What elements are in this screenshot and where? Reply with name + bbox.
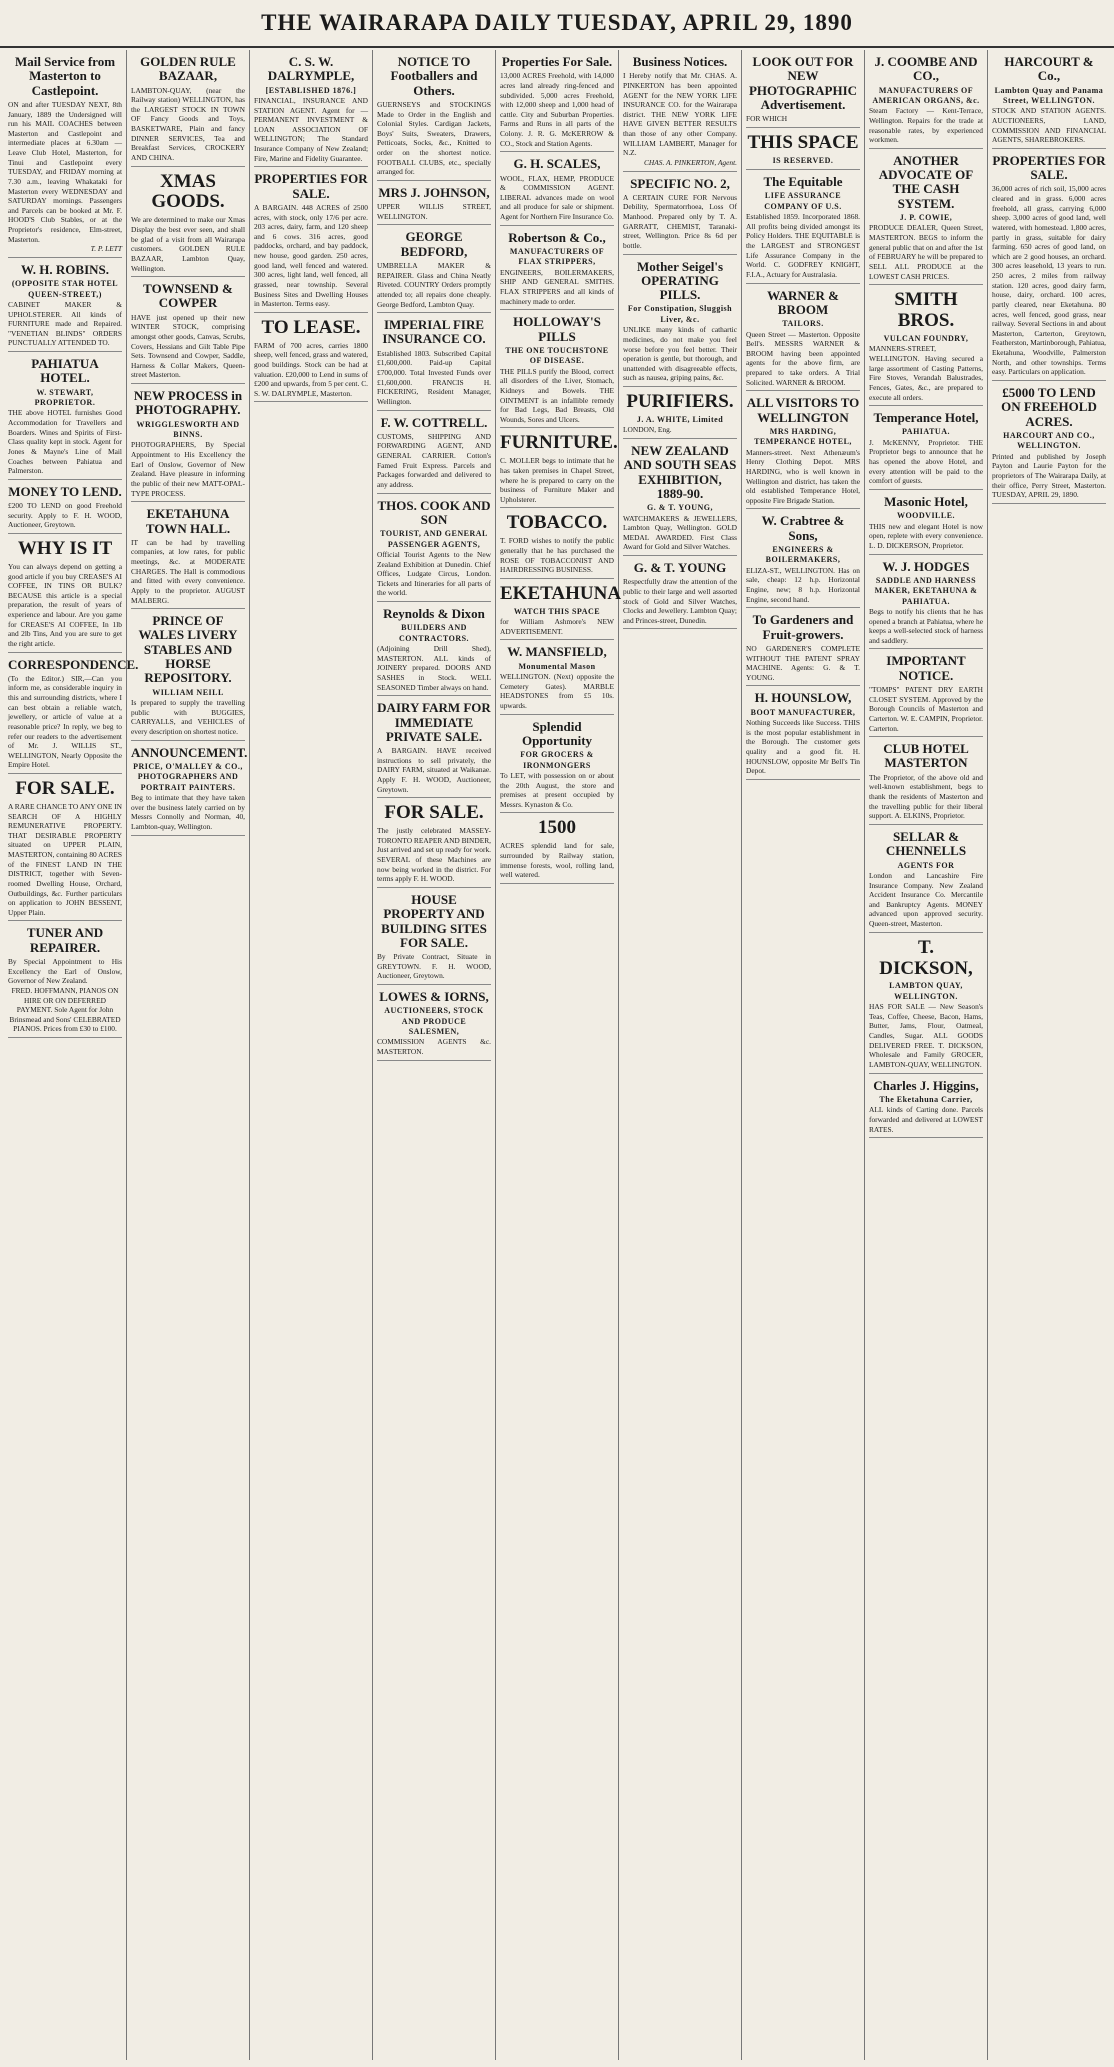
ad-heading: Temperance Hotel, — [873, 410, 979, 426]
ad-heading: Mother Seigel's OPERATING PILLS. — [636, 258, 724, 303]
ad-body-text: FOR WHICH — [746, 114, 788, 124]
ad-subheading: J. P. COWIE, — [899, 213, 953, 223]
ad-subheading: WATCH THIS SPACE — [513, 606, 601, 616]
masthead — [0, 6, 1114, 48]
ad-heading: PAHIATUA HOTEL. — [31, 356, 99, 386]
advertisement — [131, 167, 245, 278]
advertisement — [377, 50, 491, 181]
advertisement — [500, 813, 614, 883]
ad-heading: Robertson & Co., — [508, 229, 606, 245]
ad-subheading: TAILORS. — [782, 319, 824, 329]
ad-body-text: GUERNSEYS and STOCKINGS Made to Order in the English and Colonial Styles. Cardigan Jackets, Boys' Suits, Sweaters, Drawers, Petticoats, Socks, &c., Knitted to order on the shortest notice. FOOTBALL CLUBS, etc., specially arranged for. — [377, 99, 491, 177]
ad-subheading: MANUFACTURERS OF FLAX STRIPPERS, — [509, 247, 605, 267]
ad-subheading: For Constipation, Sluggish Liver, &c. — [627, 304, 733, 324]
advertisement — [623, 50, 737, 172]
ad-body-text: THE above HOTEL furnishes Good Accommodation for Travellers and Boarders. Wines and Spirits of First-Class quality kept in stock. Agent for Jones & Mayne's Line of Mail Coaches between Pahiatua and Palmerston. — [8, 408, 122, 476]
ad-body-text: IT can be had by travelling companies, at low rates, for public meetings, &c. at MODERATE CHARGES. The Hall is commodious and fitted with every convenience. Apply to the proprietor. AUGUST MALBERG. — [131, 537, 245, 605]
ad-heading: FOR SALE. — [384, 802, 484, 824]
ad-subheading: WOODVILLE. — [896, 511, 956, 521]
column-2 — [127, 50, 250, 2060]
ad-body-text: The justly celebrated MASSEY-TORONTO REAPER AND BINDER, Just arrived and set up ready for work. SEVERAL of these Machines are now being worked in the district. For terms apply F. H. WOOD. — [377, 826, 491, 884]
ad-subheading: BUILDERS AND CONTRACTORS. — [398, 623, 470, 643]
advertisement — [992, 149, 1106, 381]
advertisement — [377, 225, 491, 313]
ad-heading: HARCOURT & Co., — [1004, 54, 1094, 84]
advertisement — [377, 602, 491, 696]
ad-heading: C. S. W. DALRYMPLE, — [267, 54, 355, 84]
column-9 — [988, 50, 1110, 2060]
ad-subheading: LIFE ASSURANCE COMPANY OF U.S. — [764, 191, 842, 211]
advertisement — [500, 226, 614, 311]
ad-body-text: COMMISSION AGENTS &c. MASTERTON. — [377, 1037, 491, 1057]
advertisement — [500, 428, 618, 508]
ad-body-text: CABINET MAKER & UPHOLSTERER. All kinds of FURNITURE made and Repaired. "VENETIAN BLINDS" ORDERS PUNCTUALLY ATTENDED TO. — [8, 299, 122, 348]
ad-heading: W. MANSFIELD, — [507, 644, 607, 660]
ad-heading: WHY IS IT — [17, 538, 113, 560]
ad-subheading: PRICE, O'MALLEY & CO., PHOTOGRAPHERS AND PORTRAIT PAINTERS. — [133, 761, 243, 792]
ad-body-text: Is prepared to supply the travelling public with BUGGIES, CARRYALLS, and VEHICLES of every description on shortest notice. — [131, 698, 245, 736]
ad-heading: DAIRY FARM FOR IMMEDIATE PRIVATE SALE. — [377, 700, 491, 744]
ad-body-text: Printed and published by Joseph Payton and Laurie Payton for the proprietors of The Wairarapa Daily, at their office, Perry Street, Masterton. TUESDAY, APRIL 29, 1890. — [992, 451, 1106, 500]
ad-heading: TUNER AND REPAIRER. — [26, 925, 104, 955]
advertisement — [8, 50, 122, 258]
ad-heading: TOWNSEND & COWPER — [143, 281, 233, 311]
ad-subheading: LAMBTON QUAY, WELLINGTON. — [889, 981, 963, 1001]
advertisement — [992, 50, 1106, 149]
advertisement — [377, 313, 491, 410]
ad-body-text: C. MOLLER begs to intimate that he has taken premises in Chapel Street, where he is prepared to carry on the business of Furniture Maker and Upholsterer. — [500, 456, 614, 504]
advertisement — [869, 149, 983, 285]
ad-body-text: LONDON, Eng. — [623, 425, 672, 435]
ad-body-text: STOCK AND STATION AGENTS. AUCTIONEERS, LAND, COMMISSION AND FINANCIAL AGENTS, SHAREBROKERS. — [992, 106, 1106, 145]
ad-heading: F. W. COTTRELL. — [380, 414, 488, 430]
ad-body-text: We are determined to make our Xmas Display the best ever seen, and shall be glad of a visit from all Wairarapa customers. GOLDEN RULE BAZAAR, Lambton Quay, Wellington. — [131, 215, 245, 273]
column-5 — [496, 50, 622, 2060]
advertisement — [869, 406, 983, 490]
ad-subheading: AGENTS FOR — [897, 860, 955, 870]
ad-body-text: UPPER WILLIS STREET, WELLINGTON. — [377, 202, 491, 221]
ad-subheading: W. STEWART, PROPRIETOR. — [34, 387, 96, 408]
advertisement — [992, 381, 1106, 504]
advertisement — [869, 285, 983, 406]
ad-body-text: By Special Appointment to His Excellency the Earl of Onslow, Governor of New Zealand. — [8, 957, 122, 986]
ad-body-text: To LET, with possession on or about the 20th August, the store and premises at present occupied by Messrs. Kynaston & Co. — [500, 770, 614, 809]
ad-body-text: London and Lancashire Fire Insurance Company. New Zealand Accident Insurance Co. Mercantile and Bankruptcy Agents. MONEY advanced upon approved security. Queen-street, Masterton. — [869, 870, 983, 929]
ad-body-text: Manners-street. Next Athenæum's Henry Clothing Depot. MRS HARDING, who is well known in Wellington and district, has taken the old established Temperance Hotel, opposite Fire Brigade Station. — [746, 447, 860, 505]
advertisement — [869, 649, 983, 737]
ad-heading: MRS J. JOHNSON, — [378, 184, 490, 200]
ad-subheading: Monumental Mason — [518, 661, 596, 671]
ad-heading: THOS. COOK AND SON — [377, 497, 491, 527]
ad-heading: Charles J. Higgins, — [873, 1077, 979, 1093]
advertisement — [377, 411, 491, 494]
ad-body-text: WOOL, FLAX, HEMP, PRODUCE & COMMISSION AGENT. LIBERAL advances made on wool and all produce for sale or shipment. Agent for Northern Fire Insurance Co. — [500, 173, 614, 222]
ad-body-text: (To the Editor.) SIR,—Can you inform me, as considerable inquiry in this and surrounding districts, where I can best obtain a reliable watch, jewellery, or article of value at a reasonable price? In reply, we beg to refer our readers to the advertisement of Mr. J. WILLIS ST., WELLINGTON, Nearly Opposite the Empire Hotel. — [8, 673, 122, 770]
advertisement — [500, 152, 614, 225]
advertisement — [869, 825, 983, 933]
ad-subheading: ENGINEERS & BOILERMAKERS, — [765, 545, 841, 565]
ad-body-text: Established 1859. Incorporated 1868. All profits being divided amongst its Policy Holders. THE EQUITABLE is the LARGEST and STRONGEST Life Assurance Company in the World. C. GODFREY KNIGHT, F.I.A., Actuary for Australasia. — [746, 212, 860, 279]
ad-body-text: J. McKENNY, Proprietor. THE Proprietor begs to announce that he has opened the above Hotel, and every attention will be paid to the comfort of guests. — [869, 437, 983, 486]
advertisement — [500, 579, 622, 641]
ad-body-text: PHOTOGRAPHERS, By Special Appointment to His Excellency the Earl of Onslow, Governor of New Zealand. Have pleasure in informing the public of their new MATT-OPAL-TYPE PROCESS. — [131, 440, 245, 498]
ad-body-text: £200 TO LEND on good Freehold security. Apply to F. H. WOOD, Auctioneer, Greytown. — [8, 501, 122, 530]
ad-body-text: ENGINEERS, BOILERMAKERS, SHIP AND GENERAL SMITHS. FLAX STRIPPERS and all kinds of machinery made to order. — [500, 267, 614, 306]
advertisement — [869, 50, 983, 149]
ad-heading: ANOTHER ADVOCATE OF THE CASH SYSTEM. — [878, 152, 974, 211]
ad-heading: CORRESPONDENCE. — [8, 656, 139, 672]
ad-heading: PURIFIERS. — [626, 391, 734, 413]
ad-heading: TOBACCO. — [506, 512, 608, 534]
ad-body-text: (Adjoining Drill Shed), MASTERTON. ALL kinds of JOINERY prepared. DOORS AND SASHES in Stock. WELL SEASONED Timber always on hand. — [377, 644, 491, 692]
advertisement — [254, 50, 368, 167]
ad-body-text: ELIZA-ST., WELLINGTON. Has on sale, cheap: 12 h.p. Horizontal Engine, new; 8 h.p. Horizontal Engine, second hand. — [746, 565, 860, 604]
ad-heading: IMPORTANT NOTICE. — [886, 653, 966, 683]
ad-body-text: A RARE CHANCE TO ANY ONE IN SEARCH OF A HIGHLY REMUNERATIVE PROPERTY. THAT DESIRABLE PROPERTY situated on UPPER PLAIN, MASTERTON, containing 80 ACRES of the FINEST LAND IN THE DISTRICT, together with Seven-roomed Dwelling House, Orchard, Outbuildings, &c. Further particulars on application to JOHN BESSENT, Upper Plain. — [8, 801, 123, 917]
advertisement — [746, 686, 860, 779]
ad-heading: NOTICE TO Footballers and Others. — [390, 54, 478, 98]
ad-heading: SELLAR & CHENNELLS — [885, 828, 967, 859]
ad-body-text: ACRES splendid land for sale, surrounded by Railway station, immense forests, wool, rolling land, well watered. — [500, 841, 614, 880]
advertisement — [131, 741, 248, 836]
ad-heading: SPECIFIC NO. 2, — [630, 175, 730, 191]
ad-signature: T. P. LETT — [90, 244, 122, 254]
column-6 — [619, 50, 742, 2060]
ad-heading: PRINCE OF WALES LIVERY STABLES AND HORSE REPOSITORY. — [138, 613, 238, 686]
ad-heading: Mail Service from Masterton to Castlepoint. — [14, 54, 116, 98]
ad-heading: FOR SALE. — [15, 778, 115, 800]
ad-subheading: J. A. WHITE, Limited — [636, 414, 724, 424]
advertisement — [377, 696, 491, 798]
advertisement — [869, 490, 983, 555]
ad-body-text: 13,000 ACRES Freehold, with 14,000 acres land already ring-fenced and subdivided. 5,000 acres Freehold, with 12,000 sheep and 1,000 head of cattle. City and Suburban Properties. Farms and Runs in all parts of the Colony. J. R. G. McKERROW & CO., Stock and Station Agents. — [500, 71, 614, 148]
ad-heading: ANNOUNCEMENT. — [131, 744, 248, 760]
ad-heading: THIS SPACE — [747, 131, 859, 153]
advertisement — [8, 534, 122, 653]
advertisement — [746, 170, 860, 283]
ad-heading: W. J. HODGES — [882, 558, 970, 574]
ad-body-text: Queen Street — Masterton. Opposite Bell's. MESSRS WARNER & BROOM having been appointed agents for the above firm, are prepared to take orders. A Trial Solicited. WARNER & BROOM. — [746, 329, 860, 387]
column-4 — [373, 50, 496, 2060]
ad-body-text: "TOMPS" PATENT DRY EARTH CLOSET SYSTEM. Approved by the Borough Councils of Masterton and Carterton. W. E. CAMPIN, Proprietor. Carterton. — [869, 685, 983, 733]
advertisement — [746, 608, 860, 686]
ad-heading: T. DICKSON, — [879, 936, 973, 979]
advertisement — [500, 715, 614, 814]
advertisement — [500, 640, 614, 714]
advertisement — [746, 50, 860, 128]
ad-body-text: You can always depend on getting a good article if you buy CREASE'S AI COFFEE, IN TINS OR BULK? BECAUSE this article is a special preparation, the result of years of experience and labour. Are you game for CREASE'S AI COFFEE, In 1lb and 2lb Tins, And you are sure to get the right article. — [8, 561, 122, 648]
advertisement — [623, 172, 737, 255]
ad-heading: W. Crabtree & Sons, — [761, 513, 845, 543]
ad-body-text: By Private Contract, Situate in GREYTOWN. F. H. WOOD, Auctioneer, Greytown. — [377, 952, 491, 981]
ad-subheading: G. & T. YOUNG, — [647, 503, 713, 513]
ad-heading: G. & T. YOUNG — [633, 560, 727, 575]
advertisement — [8, 653, 139, 775]
ad-heading: H. HOUNSLOW, — [754, 690, 852, 706]
ad-body-text: WATCHMAKERS & JEWELLERS, Lambton Quay, Wellington. GOLD MEDAL AWARDED. First Class Award for Gold and Silver Watches. — [623, 513, 737, 552]
ad-body-text: Beg to intimate that they have taken over the business lately carried on by Messrs Connolly and Norman, 40, Lambton-quay, Wellington. — [131, 793, 245, 831]
ad-signature: CHAS. A. PINKERTON, Agent. — [643, 157, 737, 167]
ad-heading: Reynolds & Dixon — [383, 606, 485, 622]
ad-subheading: [ESTABLISHED 1876.] — [265, 85, 357, 95]
advertisement — [377, 985, 491, 1061]
ad-subheading: WRIGGLESWORTH AND BINNS. — [136, 419, 240, 440]
advertisement — [377, 888, 491, 985]
column-8 — [865, 50, 988, 2060]
ad-subheading: Lambton Quay and Panama Street, WELLINGTON. — [994, 85, 1104, 105]
ad-heading: Masonic Hotel, — [884, 493, 968, 509]
advertisement — [500, 50, 614, 152]
ad-heading: MONEY TO LEND. — [8, 483, 122, 499]
advertisement — [869, 555, 983, 650]
ad-subheading: VULCAN FOUNDRY, — [883, 333, 969, 343]
ad-body-text: UNLIKE many kinds of cathartic medicines, do not make you feel worse before you feel better. Their operation is gentle, but thorough, and unattended with disagreeable effects, such as nausea, griping pains, &c. — [623, 325, 737, 383]
advertisement — [8, 480, 122, 534]
ad-heading: LOOK OUT FOR NEW PHOTOGRAPHIC Advertisement. — [748, 54, 858, 112]
ad-heading: TO LEASE. — [261, 316, 361, 338]
ad-body-text: PRODUCE DEALER, Queen Street, MASTERTON. BEGS to inform the general public that on and after the 1st of FEBRUARY he will be prepared to SELL ALL PRODUCE at the LOWEST CASH PRICES. — [869, 223, 983, 281]
advertisement — [131, 609, 245, 740]
advertisement — [623, 387, 737, 439]
advertisement — [623, 556, 737, 629]
ad-heading: NEW ZEALAND AND SOUTH SEAS EXHIBITION, 1889-90. — [623, 442, 737, 501]
advertisement — [131, 384, 245, 502]
advertisement — [869, 737, 983, 825]
ad-body-text: ON and after TUESDAY NEXT, 8th January, 1889 the Undersigned will run his MAIL COACHES between Masterton and Castlepoint and intermediate places at 6.30am — Leave Club Hotel, Masterton, for Tinui and Castlepoint every TUESDAY, and FRIDAY morning at 7.30 a.m., leaving Whakataki for Masterton every WEDNESDAY and SATURDAY mornings. Passengers and Parcels can be booked at Mr. F. HOOD'S Club Stables, or at the Proprietor's residence, Elm-street, Masterton. — [8, 99, 122, 244]
advertisement — [8, 774, 122, 921]
advertisement — [746, 509, 860, 608]
ad-subheading: PAHIATUA. — [902, 427, 950, 437]
ad-body-text: The Proprietor, of the above old and well-known establishment, begs to thank the residents of Masterton and the travelling public for their liberal support. A. ELKINS, Proprietor. — [869, 772, 983, 821]
columns-container — [4, 50, 1110, 2060]
ad-subheading: MANUFACTURERS OF AMERICAN ORGANS, &c. — [872, 85, 980, 105]
ad-heading: ALL VISITORS TO WELLINGTON — [746, 395, 860, 425]
ad-subheading: IS RESERVED. — [772, 155, 834, 165]
advertisement — [500, 310, 614, 428]
ad-body-text: Established 1803. Subscribed Capital £1,600,000. Paid-up Capital £700,000. Total Invested Funds over £1,600,000. FRANCIS H. FICKERING, Resident Manager, Wellington. — [377, 348, 491, 406]
ad-body-text: HAS FOR SALE — New Season's Teas, Coffee, Cheese, Bacon, Hams, Butter, Jams, Flour, Oatmeal, Candles, Sugar. ALL GOODS DELIVERED FREE. T. DICKSON, Wholesale and Family GROCER, LAMBTON-QUAY, WELLINGTON. — [869, 1002, 983, 1069]
advertisement — [869, 933, 983, 1074]
ad-body-text: THE PILLS purify the Blood, correct all disorders of the Liver, Stomach, Kidneys and Bowels. THE OINTMENT is an infallible remedy for Bad Legs, Bad Breasts, Old Wounds, Sores and Ulcers. — [500, 366, 614, 424]
advertisement — [8, 258, 122, 352]
ad-heading: Splendid Opportunity — [521, 718, 593, 748]
ad-heading: G. H. SCALES, — [513, 156, 601, 172]
ad-body-text: A CERTAIN CURE FOR Nervous Debility, Spermatorrhoea, Loss Of Manhood. Prepared only by T. A. GARRATT, CHEMIST, Taranaki-street, Wellington. Price 8s 6d per bottle. — [623, 192, 737, 250]
advertisement — [869, 1074, 983, 1139]
ad-body-text: Respectfully draw the attention of the public to their large and well assorted stock of Gold and Silver Watches, Clocks and Jewellery. Lambton Quay; and Princes-street, Dunedin. — [623, 577, 737, 625]
masthead-title: THE WAIRARAPA DAILY TUESDAY, APRIL 29, 1890 — [261, 10, 853, 35]
ad-heading: CLUB HOTEL MASTERTON — [883, 741, 969, 771]
ad-subheading: BOOT MANUFACTURER, — [750, 707, 856, 717]
ad-body-text: Official Tourist Agents to the New Zealand Exhibition at Dunedin. Chief Offices, Ludgate Circus, London. Tickets and Itineraries for all parts of the world. — [377, 549, 491, 598]
ad-subheading: HARCOURT AND CO., WELLINGTON. — [1003, 430, 1095, 451]
ad-heading: W. H. ROBINS. — [20, 261, 110, 277]
ad-heading: FURNITURE. — [500, 432, 618, 454]
ad-body-text: ALL kinds of Carting done. Parcels forwarded and delivered at LOWEST RATES. — [869, 1105, 983, 1134]
ad-body-text: WELLINGTON. (Next) opposite the Cemetery Gates). MARBLE HEADSTONES from £5 10s. upwards. — [500, 672, 614, 710]
ad-subheading: FOR GROCERS & IRONMONGERS — [520, 750, 594, 770]
ad-heading: The Equitable — [763, 174, 843, 190]
column-7 — [742, 50, 865, 2060]
advertisement — [131, 277, 245, 384]
advertisement — [746, 391, 860, 509]
ad-heading: Properties For Sale. — [501, 54, 613, 69]
ad-subheading: TOURIST, AND GENERAL PASSENGER AGENTS, — [380, 529, 488, 549]
ad-subheading: MRS HARDING, TEMPERANCE HOTEL, — [754, 426, 852, 447]
ad-heading: LOWES & IORNS, — [379, 988, 489, 1004]
ad-body-text: Steam Factory — Kent-Terrace, Wellington. Repairs for the trade at reasonable rates, by experienced workmen. — [869, 106, 983, 145]
advertisement — [131, 50, 245, 167]
ad-subheading: AUCTIONEERS, STOCK AND PRODUCE SALESMEN, — [384, 1006, 484, 1037]
ad-subheading: THE ONE TOUCHSTONE OF DISEASE. — [505, 345, 609, 366]
ad-body-text: Begs to notify his clients that he has opened a branch at Pahiatua, where he keeps a well-selected stock of harness and saddlery. — [869, 606, 983, 645]
ad-body-text: HAVE just opened up their new WINTER STOCK, comprising amongst other goods, Canvas, Scrubs, Covers, Hessians and Gilt Table Pipe Sets. Townsend and Cowper, Saddle, Harness & Collar Makers, Queen-street Masterton. — [131, 312, 245, 380]
ad-heading: J. COOMBE AND CO., — [874, 54, 978, 84]
ad-body-text: A BARGAIN. 448 ACRES of 2500 acres, with stock, only 17/6 per acre. 203 acres, dairy, farm, and 120 sheep and 6 cows. 316 acres, good paddocks, orchard, and bay paddock, new house, good garden. 250 acres, good land, well fenced and watered. 300 acres, light land, well fenced, all grassed, near township. Several Business Sites and Dwelling Houses in Masterton. Terms easy. — [254, 202, 368, 309]
ad-heading: GOLDEN RULE BAZAAR, — [140, 54, 236, 84]
ad-body-text: THIS new and elegant Hotel is now open, replete with every convenience. L. D. DICKERSON, Proprietor. — [869, 521, 983, 550]
ad-subheading: (OPPOSITE STAR HOTEL QUEEN-STREET,) — [11, 279, 119, 299]
advertisement — [746, 284, 860, 392]
ad-heading: £5000 TO LEND ON FREEHOLD ACRES. — [1001, 384, 1097, 429]
advertisement — [623, 255, 737, 387]
advertisement — [623, 439, 737, 556]
advertisement — [254, 313, 368, 403]
ad-body-text: FINANCIAL, INSURANCE AND STATION AGENT. Agent for — PERMANENT INVESTMENT & LOAN ASSOCIATION OF WELLINGTON; The Standard Insurance Company of New Zealand; Fire, Marine and Fidelity Guarantee. — [254, 95, 368, 163]
advertisement — [500, 508, 614, 578]
advertisement — [8, 921, 122, 1038]
ad-heading: Business Notices. — [632, 54, 728, 69]
advertisement — [746, 128, 860, 170]
ad-body-text: UMBRELLA MAKER & REPAIRER. Glass and China Neatly Riveted. COUNTRY Orders promptly attended to; all repairs done cheaply. George Bedford, Lambton Quay. — [377, 261, 491, 309]
ad-body-text: I Hereby notify that Mr. CHAS. A. PINKERTON has been appointed AGENT for the NEW YORK LIFE INSURANCE CO. for the Wairarapa district. THE NEW YORK LIFE HAVE GIVEN BETTER RESULTS than those of any other Company. WILLIAM LAMBERT, Manager for N.Z. — [623, 71, 737, 158]
ad-extra-text: FRED. HOFFMANN, PIANOS ON HIRE OR ON DEFERRED PAYMENT. Sole Agent for John Brinsmead and Sons' CELEBRATED PIANOS. Prices from £30 to £100. — [9, 985, 121, 1034]
ad-heading: PROPERTIES FOR SALE. — [992, 152, 1106, 183]
ad-heading: 1500 — [538, 817, 576, 839]
ad-subheading: WILLIAM NEILL — [152, 687, 224, 697]
ad-heading: SMITH BROS. — [894, 289, 958, 332]
advertisement — [8, 352, 122, 480]
ad-body-text: MANNERS-STREET, WELLINGTON. Having secured a large assortment of Casting Patterns, Fire Stoves, Verandah Balustrades, Fences, Gates, &c., are prepared to execute all orders. — [869, 344, 983, 402]
ad-body-text: T. FORD wishes to notify the public generally that he has purchased the ROSE OF TOBACCONIST AND HAIRDRESSING BUSINESS. — [500, 536, 614, 575]
ad-body-text: for William Ashmore's NEW ADVERTISEMENT. — [500, 617, 614, 636]
advertisement — [377, 494, 491, 603]
advertisement — [377, 798, 491, 888]
ad-heading: To Gardeners and Fruit-growers. — [752, 612, 854, 642]
ad-heading: EKETAHUNA TOWN HALL. — [145, 506, 231, 536]
ad-heading: XMAS GOODS. — [151, 170, 225, 213]
ad-heading: PROPERTIES FOR SALE. — [254, 171, 368, 201]
ad-body-text: LAMBTON-QUAY, (near the Railway station) WELLINGTON, has the LARGEST STOCK IN TOWN OF Fancy Goods and Toys, BASKETWARE, Plain and fancy DINNER SERVICES, Tea and Breakfast Services, CROCKERY AND CHINA. — [131, 85, 245, 162]
column-3 — [250, 50, 373, 2060]
ad-body-text: CUSTOMS, SHIPPING AND FORWARDING AGENT, AND GENERAL CARRIER. Cotton's Famed Fruit Express. Parcels and Packages forwarded and delivered to any address. — [377, 431, 491, 489]
column-1 — [4, 50, 139, 2060]
ad-heading: HOLLOWAY'S PILLS — [513, 314, 601, 344]
ad-heading: GEORGE BEDFORD, — [400, 229, 468, 259]
ad-body-text: 36,000 acres of rich soil, 15,000 acres cleared and in grass. 6,000 acres freehold, all grass, carrying 6,000 sheep. 3,000 acres of good land, well watered, with homestead. 1,800 acres, partly in grass, suitable for dairy farming. 650 acres of good land, on which are 2 good houses, an orchard. 300 acres leasehold, 13 years to run. 250 acres, 2 miles from railway station. 120 acres, good dairy farm, house, dairy, orchard. 100 acres, partly cleared, near Eketahuna. 80 acres, well fenced, good grass, near railway. Several Sections in and about Masterton, Carterton, Greytown, Featherston, Martinborough, Pahiatua, Eketahuna, Woodville, Palmerston North, and other townships. Terms easy. Particulars on application. — [992, 184, 1106, 377]
ad-subheading: SADDLE AND HARNESS MAKER, EKETAHUNA & PAHIATUA. — [874, 575, 978, 606]
advertisement — [254, 167, 368, 312]
ad-heading: IMPERIAL FIRE INSURANCE CO. — [382, 317, 486, 347]
ad-heading: EKETAHUNA — [500, 582, 622, 604]
ad-body-text: FARM of 700 acres, carries 1800 sheep, well fenced, grass and watered, good buildings. Stock can be had at valuation. £20,000 to Lend in sums of £200 and upwards, from 5 per cent. C. S. W. DALRYMPLE, Masterton. — [254, 340, 368, 398]
ad-body-text: Nothing Succeeds like Success. THIS is the most popular establishment in the Borough. The customer gets quality and a good fit. H. HOUNSLOW, opposite Mr Bell's Tin Depot. — [746, 718, 860, 776]
ad-subheading: The Eketahuna Carrier, — [879, 1094, 973, 1104]
ad-heading: WARNER & BROOM — [767, 287, 839, 317]
ad-body-text: A BARGAIN. HAVE received instructions to sell privately, the DAIRY FARM, situated at Waikanae. Apply F. H. WOOD, Auctioneer, Greytown. — [377, 746, 491, 794]
advertisement — [131, 502, 245, 609]
advertisement — [377, 181, 491, 226]
ad-body-text: NO GARDENER'S COMPLETE WITHOUT THE PATENT SPRAY MACHINE. Agents: G. & T. YOUNG. — [746, 643, 860, 682]
ad-heading: HOUSE PROPERTY AND BUILDING SITES FOR SALE. — [381, 891, 487, 950]
ad-heading: NEW PROCESS in PHOTOGRAPHY. — [133, 388, 243, 418]
